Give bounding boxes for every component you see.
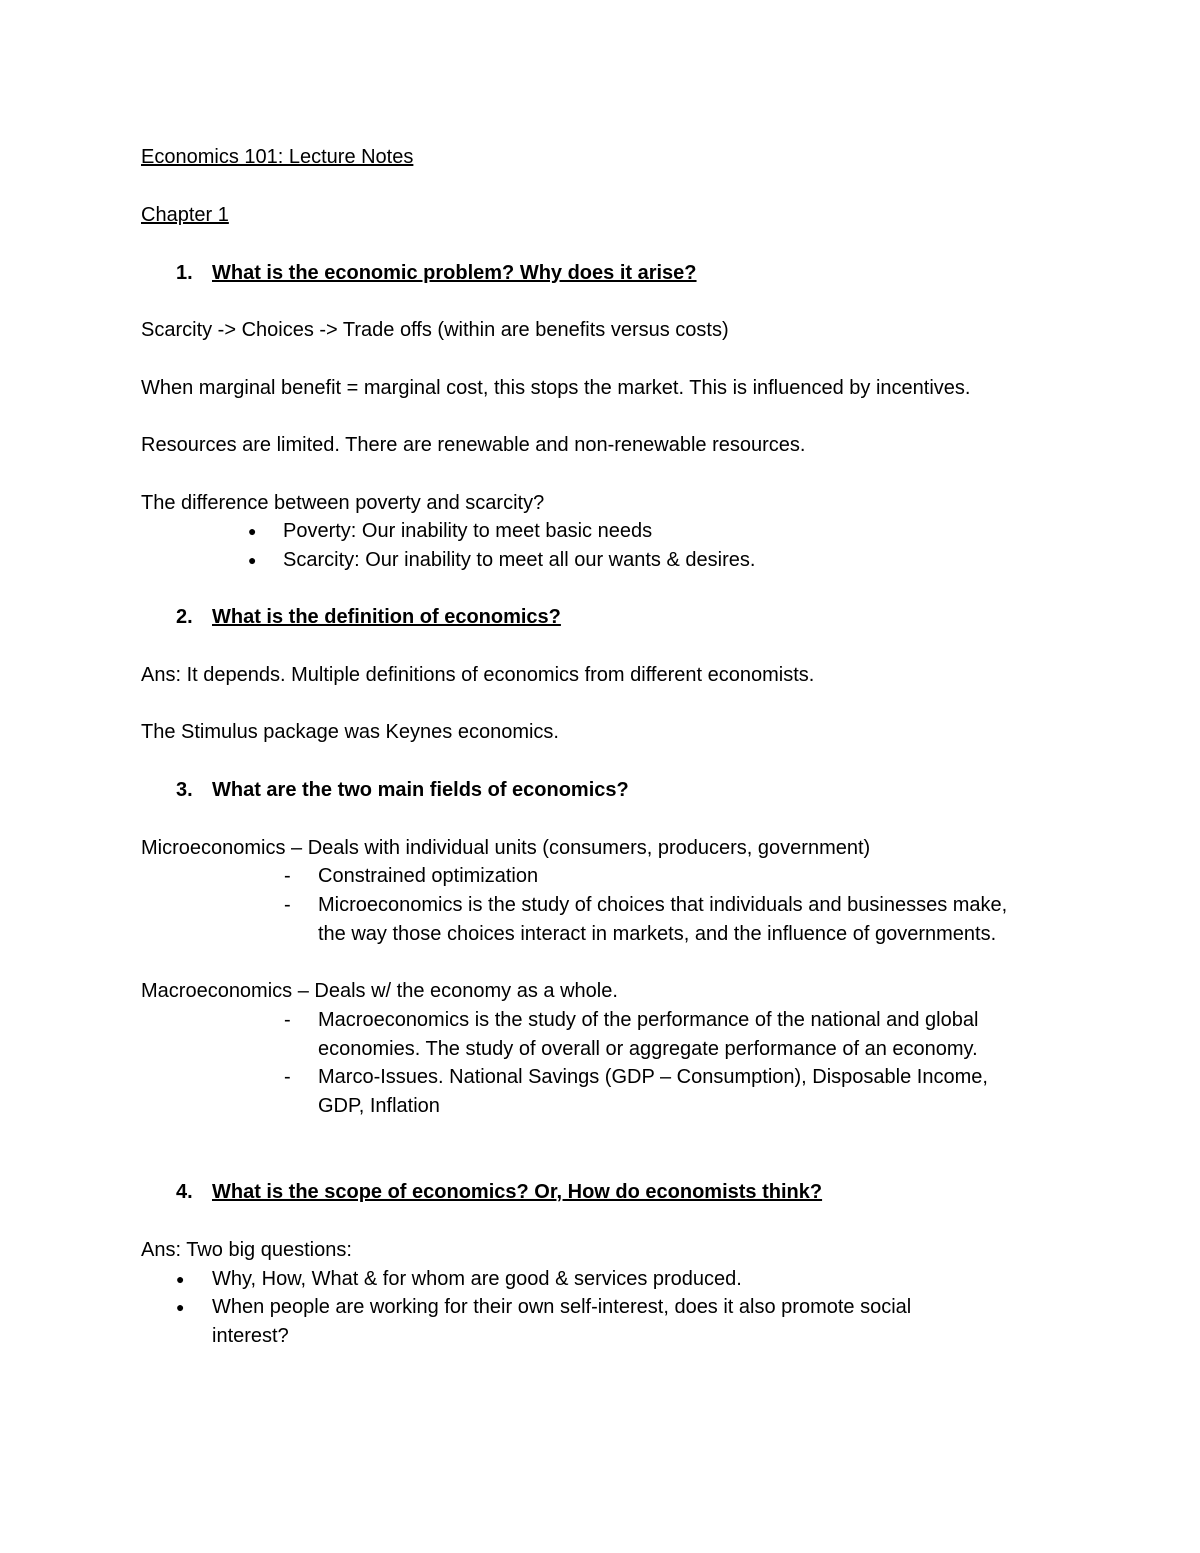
macro-item-2-line-1: Marco-Issues. National Savings (GDP – Consumption), Disposable Income,	[318, 1066, 988, 1088]
macro-item-1-line-1: Macroeconomics is the study of the performance of the national and global	[318, 1009, 979, 1031]
question-4-number: 4.	[176, 1181, 193, 1203]
question-2-heading: What is the definition of economics?	[212, 606, 561, 628]
bullet-icon: ●	[176, 1271, 185, 1287]
question-1-heading: What is the economic problem? Why does it arise?	[212, 262, 697, 284]
question-3-heading: What are the two main fields of economics?	[212, 779, 629, 801]
chapter-heading: Chapter 1	[141, 204, 229, 226]
bullet-icon: ●	[248, 523, 257, 539]
q4-bullet-2-line-2: interest?	[212, 1325, 289, 1347]
q4-paragraph-1: Ans: Two big questions:	[141, 1239, 352, 1261]
q2-paragraph-1: Ans: It depends. Multiple definitions of economics from different economists.	[141, 664, 815, 686]
document-title: Economics 101: Lecture Notes	[141, 146, 414, 168]
question-3-number: 3.	[176, 779, 193, 801]
micro-intro: Microeconomics – Deals with individual units (consumers, producers, government)	[141, 837, 871, 859]
question-2-number: 2.	[176, 606, 193, 628]
dash-marker: -	[284, 1066, 291, 1088]
q2-paragraph-2: The Stimulus package was Keynes economics.	[141, 721, 559, 743]
question-4-heading: What is the scope of economics? Or, How do economists think?	[212, 1181, 823, 1203]
question-1-number: 1.	[176, 262, 193, 284]
macro-item-2-line-2: GDP, Inflation	[318, 1095, 440, 1117]
dash-marker: -	[284, 1009, 291, 1031]
q1-paragraph-1: Scarcity -> Choices -> Trade offs (within are benefits versus costs)	[141, 319, 729, 341]
q1-bullet-1: Poverty: Our inability to meet basic needs	[283, 520, 653, 542]
bullet-icon: ●	[248, 552, 257, 568]
q1-paragraph-3: Resources are limited. There are renewable and non-renewable resources.	[141, 434, 806, 456]
q1-paragraph-4: The difference between poverty and scarcity?	[141, 492, 545, 514]
q1-paragraph-2: When marginal benefit = marginal cost, this stops the market. This is influenced by incentives.	[141, 377, 971, 399]
micro-item-2-line-2: the way those choices interact in markets, and the influence of governments.	[318, 923, 997, 945]
micro-item-1: Constrained optimization	[318, 865, 539, 887]
macro-intro: Macroeconomics – Deals w/ the economy as a whole.	[141, 980, 618, 1002]
bullet-icon: ●	[176, 1299, 185, 1315]
micro-item-2-line-1: Microeconomics is the study of choices that individuals and businesses make,	[318, 894, 1008, 916]
macro-item-1-line-2: economies. The study of overall or aggregate performance of an economy.	[318, 1038, 978, 1060]
dash-marker: -	[284, 894, 291, 916]
q4-bullet-2-line-1: When people are working for their own self-interest, does it also promote social	[212, 1296, 912, 1318]
q4-bullet-1: Why, How, What & for whom are good & services produced.	[212, 1268, 742, 1290]
q1-bullet-2: Scarcity: Our inability to meet all our wants & desires.	[283, 549, 756, 571]
dash-marker: -	[284, 865, 291, 887]
